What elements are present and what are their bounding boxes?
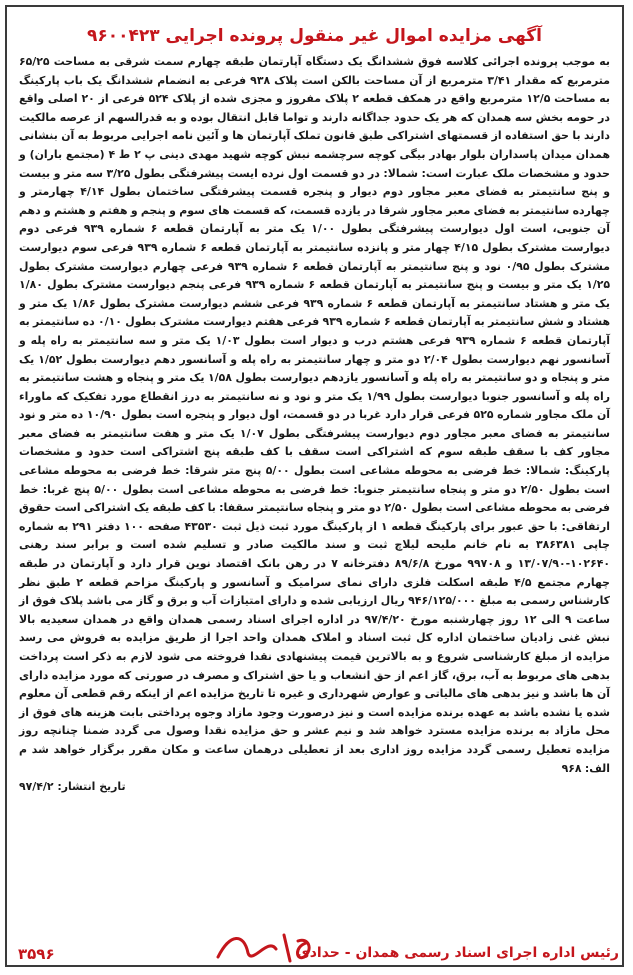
notice-footer [0,941,633,969]
notice-body: به موجب پرونده اجرائی کلاسه فوق ششدانگ یک دستگاه آپارتمان طبقه چهارم سمت شرقی به مساحت ۶۵/۲۵ مترمربع که مقدار ۳/۴۱ مترمربع از آن مساحت بالکن است پلاک ۹۳۸ فرعی به انضمام ششدانگ یک باب پارکینگ به مساحت ۱۲/۵ مترمربع واقع در همکف قطعه ۲ پلاک مفروز و مجزی شده از پلاک ۵۲۴ فرعی از ۲۰ اصلی واقع در حومه بخش سه همدان که هر یک حدود جداگانه دارند و تواما قابل انتقال بوده و به قدرالسهم از عرصه مالکیت دارند با حق استفاده از قسمتهای اشتراکی طبق قانون تملک آپارتمان ها و آئین نامه اجرایی مربوط به آن بنشانی همدان میدان پاسداران بلوار بهادر بیگی کوچه سرچشمه نبش کوچه شهید مهدی دینی پ ۲ ط ۴ (مجتمع باران) و حدود و مشخصات ملک عبارت است: شمالا: در دو قسمت اول نرده ایست پیشرفتگی بطول ۳/۲۵ سه متر و بیست و پنج سانتیمتر به فضای معبر مجاور دوم دیوار و پنجره قسمت پیشرفتگی ساختمان بطول ۴/۱۴ چهارمتر و چهارده سانتیمتر به فضای معبر مجاور شرقا در یازده قسمت، که قسمت های سوم و پنجم و هفتم و هشتم و دهم آن جنوبی، است اول دیوارست پیشرفتگی بطول ۱/۰۰ یک متر به آپارتمان قطعه ۶ شماره ۹۳۹ فرعی دوم دیوارست مشترک بطول ۴/۱۵ چهار متر و پانزده سانتیمتر به آپارتمان قطعه ۶ شماره ۹۳۹ فرعی سوم دیوارست مشترک بطول ۰/۹۵ نود و پنج سانتیمتر به آپارتمان قطعه ۶ شماره ۹۳۹ فرعی چهارم دیوارست مشترک بطول ۱/۲۵ یک متر و بیست و پنج سانتیمتر به آپارتمان قطعه ۶ شماره ۹۳۹ فرعی پنجم دیوارست مشترک بطول ۱/۸۰ یک متر و هشتاد سانتیمتر به آپارتمان قطعه ۶ شماره ۹۳۹ فرعی ششم دیوارست مشترک بطول ۱/۸۶ یک متر و هشتاد و شش سانتیمتر به آپارتمان قطعه ۶ شماره ۹۳۹ فرعی هفتم دیوارست مشترک بطول ۰/۱۰ ده سانتیمتر به آپارتمان قطعه ۶ شماره ۹۳۹ فرعی هشتم درب و دیوار است بطول ۱/۰۳ یک متر و سه سانتیمتر به راه پله و آسانسور نهم دیوارست بطول ۲/۰۴ دو متر و چهار سانتیمتر به راه پله و آسانسور دهم دیوارست بطول ۱/۵۲ یک متر و پنجاه و دو سانتیمتر به راه پله و آسانسور یازدهم دیوارست بطول ۱/۵۸ یک متر و پنجاه و هشت سانتیمتر به راه پله و آسانسور جنوبا دیوارست بطول ۱/۹۹ یک متر و نود و نه سانتیمتر به درز انقطاع مورد تفکیک که ماوراء آن ملک مجاور شماره ۵۲۵ فرعی قرار دارد غربا در دو قسمت، اول دیوار و پنجره است بطول ۱۰/۹۰ ده متر و نود سانتیمتر به فضای معبر مجاور دوم دیوارست پیشرفتگی بطول ۱/۰۷ یک متر و هفت سانتیمتر به فضای معبر مجاور کف با سقف طبقه سوم که اشتراکی است سقف با کف طبقه پنج اشتراکی است حدود و مشخصات پارکینگ: شمالا: خط فرضی به محوطه مشاعی است بطول ۵/۰۰ پنج متر شرقا: خط فرضی به محوطه مشاعی است بطول ۲/۵۰ دو متر و پنجاه سانتیمتر جنوبا: خط فرضی به محوطه مشاعی است بطول ۵/۰۰ پنج غربا: خط فرضی به محوطه مشاعی است بطول ۲/۵۰ دو متر و پنجاه سانتیمتر سقفا: با کف طبقه یک اشتراکی است حقوق ارتفاقی: با حق عبور برای پارکینگ قطعه ۱ از پارکینگ مورد ثبت ذیل ثبت ۴۳۵۳۰ صفحه ۱۰۰ دفتر ۲۹۱ به شماره چاپی ۳۸۶۳۸۱ به نام خانم ملیحه لیلاچ ثبت و سند مالکیت صادر و تسلیم شده است و برابر سند رهنی ۱۰۲۶۴۰-۱۳/۰۷/۹۰ و ۹۹۷۰۸ مورخ ۸۹/۶/۸ دفترخانه ۷ در رهن بانک اقتصاد نوین قرار دارد و آپارتمان در طبقه چهارم مجتمع ۴/۵ طبقه اسکلت فلزی دارای نمای سرامیک و آسانسور و پارکینگ مزاحم قطعه ۲ طبق نظر کارشناس رسمی به مبلغ ۹۴۶/۱۲۵/۰۰۰ ریال ارزیابی شده و دارای امتیازات آب و برق و گاز می باشد پلاک فوق از ساعت ۹ الی ۱۲ روز چهارشنبه مورخ ۹۷/۴/۲۰ در اداره اجرای اسناد رسمی همدان واقع در همدان سعیدیه بالا نبش غنی زادیان ساختمان اداره کل ثبت اسناد و املاک همدان واحد اجرا از طریق مزایده به فروش می رسد مزایده از مبلغ کارشناسی شروع و به بالاترین قیمت پیشنهادی نقدا فروخته می شود لازم به ذکر است پرداخت بدهی های مربوط به آب، برق، گاز اعم از حق انشعاب و یا حق اشتراک و مصرف در صورتی که مورد مزایده دارای آن ها باشد و نیز بدهی های مالیاتی و عوارض شهرداری و غیره تا تاریخ مزایده اعم از اینکه رقم قطعی آن معلوم شده یا نشده باشد به عهده برنده مزایده است و نیز درصورت وجود مازاد وجوه پرداختی بابت هزینه های فوق از محل مازاد به برنده مزایده مسترد خواهد شد و نیم عشر و حق مزایده نقدا وصول می گردد ضمنا چنانچه روز مزایده تعطیل رسمی گردد مزایده روز اداری بعد از تعطیلی درهمان ساعت و مکان مقرر برگزار خواهد شد م الف: ۹۶۸ [19,55,611,775]
publish-date: تاریخ انتشار: ۹۷/۴/۲ [19,780,126,794]
notice-code: ۳۵۹۶ [18,945,55,963]
handwritten-mark-icon [210,927,320,967]
auction-notice [5,5,624,967]
notice-title: آگهی مزایده اموال غیر منقول پرونده اجرایی ۹۶۰۰۴۲۳ [86,26,543,46]
signature-line: رئیس اداره اجرای اسناد رسمی همدان - حدادی [296,945,619,961]
